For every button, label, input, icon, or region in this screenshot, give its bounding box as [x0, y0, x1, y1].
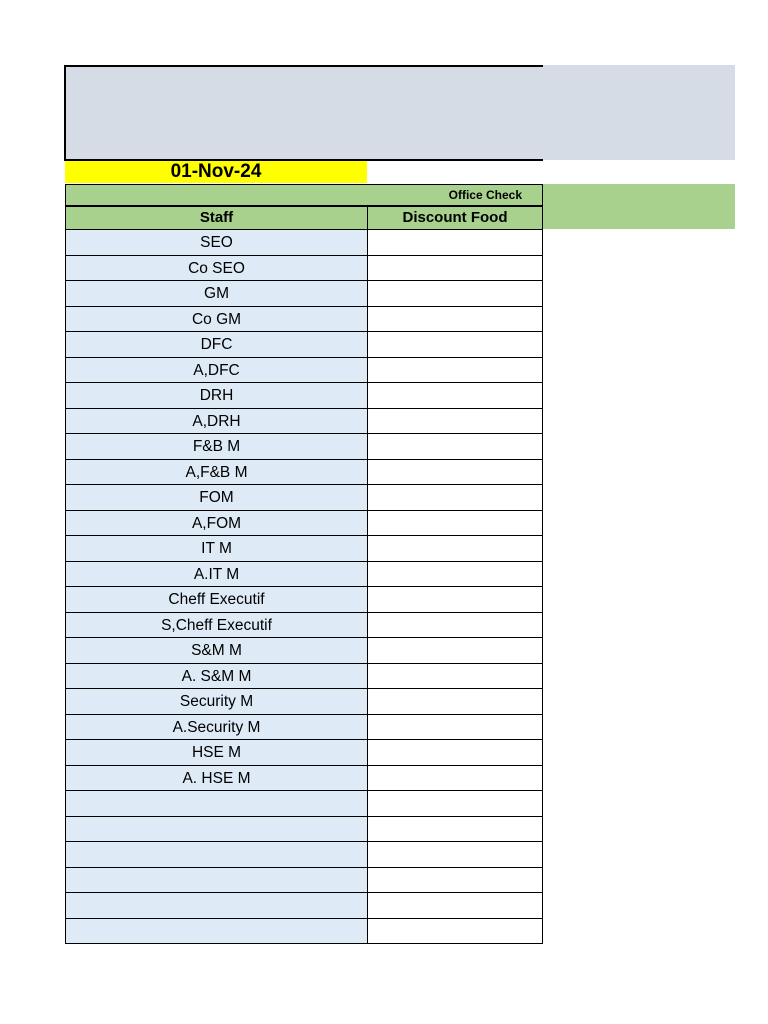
staff-cell[interactable]: Co SEO [65, 256, 368, 282]
table-row [65, 766, 543, 792]
discount-food-cell[interactable] [368, 638, 543, 664]
discount-food-cell[interactable] [368, 791, 543, 817]
staff-cell[interactable] [65, 893, 368, 919]
staff-cell[interactable]: A,FOM [65, 511, 368, 537]
discount-food-cell[interactable] [368, 893, 543, 919]
table-row [65, 536, 543, 562]
staff-cell[interactable]: FOM [65, 485, 368, 511]
discount-food-cell[interactable] [368, 460, 543, 486]
table-row [65, 307, 543, 333]
table-row [65, 689, 543, 715]
staff-cell[interactable] [65, 791, 368, 817]
date-cell[interactable]: 01-Nov-24 [65, 161, 367, 183]
staff-cell[interactable]: A.Security M [65, 715, 368, 741]
table-row [65, 664, 543, 690]
table-row [65, 485, 543, 511]
table-row [65, 358, 543, 384]
staff-cell[interactable]: Cheff Executif [65, 587, 368, 613]
discount-food-cell[interactable] [368, 613, 543, 639]
discount-food-cell[interactable] [368, 536, 543, 562]
table-row [65, 613, 543, 639]
discount-food-cell[interactable] [368, 434, 543, 460]
table-row [65, 230, 543, 256]
table-row [65, 893, 543, 919]
table-row [65, 511, 543, 537]
discount-food-cell[interactable] [368, 562, 543, 588]
discount-food-cell[interactable] [368, 332, 543, 358]
staff-cell[interactable]: SEO [65, 230, 368, 256]
discount-food-cell[interactable] [368, 817, 543, 843]
staff-cell[interactable]: IT M [65, 536, 368, 562]
discount-food-cell[interactable] [368, 689, 543, 715]
discount-food-cell[interactable] [368, 868, 543, 894]
staff-cell[interactable]: DRH [65, 383, 368, 409]
staff-cell[interactable]: Co GM [65, 307, 368, 333]
staff-cell[interactable] [65, 919, 368, 945]
table-row [65, 332, 543, 358]
table-row [65, 562, 543, 588]
discount-food-cell[interactable] [368, 281, 543, 307]
header-banner-border [64, 65, 543, 161]
discount-food-cell[interactable] [368, 485, 543, 511]
staff-table [65, 230, 543, 944]
table-row [65, 256, 543, 282]
staff-cell[interactable]: F&B M [65, 434, 368, 460]
table-row [65, 740, 543, 766]
table-row [65, 587, 543, 613]
staff-cell[interactable]: DFC [65, 332, 368, 358]
discount-food-cell[interactable] [368, 511, 543, 537]
discount-food-cell[interactable] [368, 740, 543, 766]
table-row [65, 868, 543, 894]
discount-food-cell[interactable] [368, 307, 543, 333]
table-row [65, 919, 543, 945]
table-row [65, 460, 543, 486]
table-row [65, 791, 543, 817]
discount-food-cell[interactable] [368, 664, 543, 690]
office-check-label[interactable]: Office Check [65, 184, 543, 206]
staff-cell[interactable]: GM [65, 281, 368, 307]
staff-cell[interactable]: S,Cheff Executif [65, 613, 368, 639]
discount-food-cell[interactable] [368, 715, 543, 741]
discount-food-cell[interactable] [368, 919, 543, 945]
discount-food-cell[interactable] [368, 587, 543, 613]
column-header-discount-food[interactable]: Discount Food [367, 206, 543, 230]
staff-cell[interactable]: A,F&B M [65, 460, 368, 486]
staff-cell[interactable]: HSE M [65, 740, 368, 766]
staff-cell[interactable]: A. S&M M [65, 664, 368, 690]
staff-cell[interactable]: A. HSE M [65, 766, 368, 792]
staff-cell[interactable] [65, 817, 368, 843]
table-row [65, 281, 543, 307]
discount-food-cell[interactable] [368, 383, 543, 409]
table-row [65, 638, 543, 664]
table-row [65, 434, 543, 460]
column-header-staff[interactable]: Staff [65, 206, 368, 230]
staff-cell[interactable]: A.IT M [65, 562, 368, 588]
table-row [65, 409, 543, 435]
staff-cell[interactable]: S&M M [65, 638, 368, 664]
table-row [65, 715, 543, 741]
staff-cell[interactable] [65, 868, 368, 894]
table-row [65, 817, 543, 843]
discount-food-cell[interactable] [368, 409, 543, 435]
staff-cell[interactable]: A,DRH [65, 409, 368, 435]
discount-food-cell[interactable] [368, 256, 543, 282]
discount-food-cell[interactable] [368, 766, 543, 792]
discount-food-cell[interactable] [368, 230, 543, 256]
staff-cell[interactable] [65, 842, 368, 868]
table-row [65, 383, 543, 409]
discount-food-cell[interactable] [368, 358, 543, 384]
discount-food-cell[interactable] [368, 842, 543, 868]
table-row [65, 842, 543, 868]
staff-cell[interactable]: Security M [65, 689, 368, 715]
staff-cell[interactable]: A,DFC [65, 358, 368, 384]
